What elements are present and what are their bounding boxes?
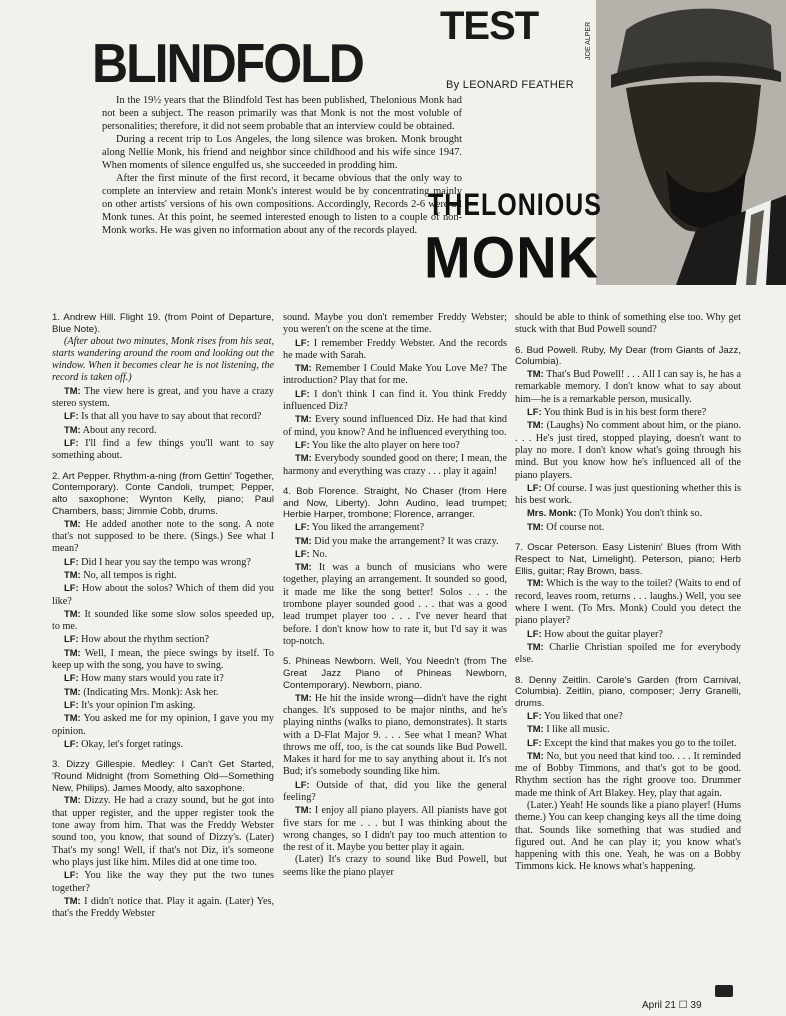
line-text: Did I hear you say the tempo was wrong? xyxy=(81,556,251,568)
line-text: Well, I mean, the piece swings by itself. To keep up with the song, you have to swing. xyxy=(52,647,274,672)
byline: By LEONARD FEATHER xyxy=(446,79,575,91)
line-text: (Later.) Yeah! He sounds like a piano player! (Hums theme.) You can keep changing keys all the time doing that. Sounds like something that was studied and figured out. And he can play it; you know what's happening with this one. Yeah, he was on a Bobby Timmons kick. He knows what's happening. xyxy=(515,799,741,873)
speaker-label: LF: xyxy=(527,736,542,748)
dialogue-line xyxy=(52,608,274,634)
line-text: No, but you need that kind too. . . . It reminded me of Bobby Timmons, and that's got to be good. Rhythm section has the right groove too. Drummer made me think of Art Blakey. Hey, play that again. xyxy=(515,750,741,799)
dialogue-line xyxy=(283,854,507,879)
speaker-label: LF: xyxy=(64,410,79,422)
dialogue-line xyxy=(52,633,274,646)
line-text: You asked me for my opinion, I gave you my opinion. xyxy=(52,713,274,737)
dialogue-line xyxy=(283,452,507,478)
line-text: Did you make the arrangement? It was crazy. xyxy=(314,535,499,547)
line-text: (Later) It's crazy to sound like Bud Powell, but seems like the piano player xyxy=(283,854,507,878)
dialogue-line xyxy=(283,362,507,388)
speaker-label: TM: xyxy=(64,712,81,724)
line-text: You think Bud is in his best form there? xyxy=(543,407,707,419)
dialogue-line xyxy=(515,750,741,800)
line-text: sound. Maybe you don't remember Freddy Webster; you weren't on the scene at the time. xyxy=(283,312,507,336)
line-text: 8. Denny Zeitlin. Carole's Garden (from Carnival, Columbia). Zeitlin, piano, composer; Jerry Granelli, drums. xyxy=(515,674,741,710)
subject-last-name: MONK xyxy=(424,223,600,290)
line-text: 7. Oscar Peterson. Easy Listenin' Blues (from With Respect to Nat, Limelight). Peterson, piano; Herb Ellis, guitar; Ray Brown, bass. xyxy=(515,542,741,577)
record-entry xyxy=(515,542,741,577)
speaker-label: TM: xyxy=(295,534,312,546)
dialogue-line xyxy=(52,385,274,411)
page-footer: April 21 ☐ 39 xyxy=(642,1000,702,1011)
line-text: No. xyxy=(312,548,328,560)
line-text: The view here is great, and you have a crazy stereo system. xyxy=(52,385,274,410)
speaker-label: LF: xyxy=(527,481,542,493)
line-text: That's Bud Powell! . . . All I can say is, he has a remarkable memory. I don't know what to say about him—he is a remarkable person, musically. xyxy=(515,369,741,405)
record-entry xyxy=(52,759,274,794)
line-text: Remember I Could Make You Love Me? The introduction? Play that for me. xyxy=(283,363,508,387)
dialogue-line xyxy=(52,869,274,895)
line-text: I don't think I can find it. You think Freddy influenced Diz? xyxy=(283,388,507,413)
speaker-label: LF: xyxy=(64,633,79,645)
speaker-label: LF: xyxy=(64,698,79,710)
speaker-label: LF: xyxy=(295,336,310,348)
speaker-label: TM: xyxy=(64,568,81,580)
dialogue-line xyxy=(515,521,741,534)
record-entry xyxy=(283,656,507,691)
dialogue-line xyxy=(515,368,741,406)
column-2 xyxy=(283,312,507,879)
intro-paragraph: In the 19½ years that the Blindfold Test has been published, Thelonious Monk had not been a subject. The reason primarily was that Monk is not the most voluble of personalities; therefore, it did not seem probable that an interview could be obtained. xyxy=(102,95,462,132)
line-text: (Laughs) No comment about him, or the piano. . . . He's just tired, stopped playing, doesn't want to play no more. I don't know what's going through his mind. But you know how he's influenced all of the piano players. xyxy=(515,420,742,481)
dialogue-line xyxy=(283,804,507,854)
dialogue-line xyxy=(283,337,507,363)
speaker-label: LF: xyxy=(64,555,79,567)
line-text: Charlie Christian spoiled me for everybody else. xyxy=(515,641,742,666)
speaker-label: TM: xyxy=(527,577,544,589)
dialogue-line xyxy=(52,518,274,556)
speaker-label: LF: xyxy=(295,778,310,790)
speaker-label: LF: xyxy=(64,582,79,594)
dialogue-line xyxy=(52,794,274,869)
line-text: You like the way they put the two tunes together? xyxy=(52,870,274,894)
dialogue-line xyxy=(52,556,274,569)
line-text: About any record. xyxy=(82,424,157,436)
dialogue-line xyxy=(52,582,274,608)
dialogue-line xyxy=(515,723,741,736)
line-text: Everybody sounded good on there; I mean, the harmony and everything was crazy . . . play it again! xyxy=(283,453,507,477)
dialogue-line xyxy=(52,437,274,463)
dialogue-line xyxy=(52,410,274,423)
line-text: You liked that one? xyxy=(543,710,623,722)
line-text: You like the alto player on here too? xyxy=(311,439,460,451)
line-text: Okay, let's forget ratings. xyxy=(81,738,184,750)
line-text: 5. Phineas Newborn. Well, You Needn't (from The Great Jazz Piano of Phineas Newborn, Contemporary). Newborn, piano. xyxy=(283,656,507,691)
line-text: (To Monk) You don't think so. xyxy=(579,508,703,520)
speaker-label: TM: xyxy=(64,517,81,529)
speaker-label: TM: xyxy=(64,384,81,396)
dialogue-line xyxy=(515,800,741,874)
line-text: (Indicating Mrs. Monk): Ask her. xyxy=(83,686,219,698)
line-text: Which is the way to the toilet? (Waits to end of record, leaves room, returns . . . laughs.) Well, you see where I went. (To Mrs. Monk) Could you detect the piano player? xyxy=(515,578,741,627)
speaker-label: Mrs. Monk: xyxy=(527,507,577,519)
dialogue-line xyxy=(52,712,274,738)
continued-text xyxy=(515,312,741,337)
column-1 xyxy=(52,312,274,920)
dialogue-line xyxy=(52,738,274,751)
line-text: I like all music. xyxy=(546,724,610,736)
dialogue-line xyxy=(283,413,507,439)
speaker-label: TM: xyxy=(527,749,544,761)
speaker-label: TM: xyxy=(295,561,312,573)
dialogue-line xyxy=(515,419,741,481)
line-text: 1. Andrew Hill. Flight 19. (from Point of Departure, Blue Note). xyxy=(52,312,274,335)
line-text: I enjoy all piano players. All pianists have got five stars for me . . . but I was thinking about the wrong changes, so I didn't pay too much attention to the rest of it. Maybe you better play it again. xyxy=(283,805,507,854)
dialogue-line xyxy=(52,699,274,712)
speaker-label: LF: xyxy=(295,521,310,533)
speaker-label: TM: xyxy=(527,640,544,652)
speaker-label: TM: xyxy=(527,520,544,532)
line-text: Of course not. xyxy=(546,521,605,533)
speaker-label: TM: xyxy=(295,804,312,816)
continued-text xyxy=(283,312,507,337)
intro-text xyxy=(102,94,462,237)
speaker-label: TM: xyxy=(64,646,81,658)
dialogue-line xyxy=(283,561,507,648)
speaker-label: TM: xyxy=(64,794,81,806)
speaker-label: LF: xyxy=(527,406,542,418)
speaker-label: TM: xyxy=(64,607,81,619)
speaker-label: LF: xyxy=(295,438,310,450)
dialogue-line xyxy=(515,710,741,723)
record-entry xyxy=(283,486,507,521)
intro-paragraph: During a recent trip to Los Angeles, the long silence was broken. Monk brought along Nellie Monk, his friend and neighbor since childhood and his wife since 1947. When moments of silence engulfed us, she succeeded in prodding him. xyxy=(102,134,462,171)
speaker-label: LF: xyxy=(64,672,79,684)
speaker-label: LF: xyxy=(295,387,310,399)
record-entry xyxy=(515,675,741,710)
dialogue-line xyxy=(52,895,274,921)
speaker-label: TM: xyxy=(295,413,312,425)
line-text: Is that all you have to say about that record? xyxy=(81,411,262,423)
speaker-label: TM: xyxy=(527,419,544,431)
line-text: It sounded like some slow solos speeded up, to me. xyxy=(52,608,274,633)
line-text: It's your opinion I'm asking. xyxy=(81,699,196,711)
line-text: Except the kind that makes you go to the toilet. xyxy=(544,737,737,749)
line-text: Dizzy. He had a crazy sound, but he got into that upper register, and the upper register took the tone away from him. That was the Freddy Webster sound too, you know, that sound of Dizzy's. (Later) That's my song! Well, if that's not Diz, it's someone who plays just like him. Miles did at one time too. xyxy=(52,795,274,868)
line-text: 4. Bob Florence. Straight, No Chaser (from Here and Now, Liberty). John Audino, lead trumpet; Herbie Harper, trombone; Florence, arranger. xyxy=(283,485,507,521)
speaker-label: TM: xyxy=(295,691,312,703)
dialogue-line xyxy=(52,569,274,582)
line-text: Of course. I was just questioning whether this is his best work. xyxy=(515,482,741,507)
line-text: should be able to think of something else too. Why get stuck with that Bud Powell sound? xyxy=(515,312,741,336)
intro-paragraph: After the first minute of the first record, it became obvious that the only way to complete an interview and retain Monk's interest would be by concentrating mainly on other artists' versions of his own compositions. Accordingly, Records 2-6 were all Monk tunes. At this point, he seemed interested enough to listen to a couple of non-Monk works. He was given no information about any of the records played. xyxy=(102,173,462,236)
line-text: 2. Art Pepper. Rhythm-a-ning (from Gettin' Together, Contemporary). Conte Candoli, trumpet; Pepper, alto saxophone; Wynton Kelly, piano; Paul Chambers, bass; Jimmie Cobb, drums. xyxy=(52,470,274,517)
speaker-label: TM: xyxy=(527,723,544,735)
speaker-label: LF: xyxy=(64,869,79,881)
dialogue-line xyxy=(515,628,741,641)
line-text: How about the solos? Which of them did you like? xyxy=(52,583,274,607)
speaker-label: TM: xyxy=(295,452,312,464)
column-3 xyxy=(515,312,741,874)
dialogue-line xyxy=(283,692,507,779)
dialogue-line xyxy=(283,548,507,561)
dialogue-line xyxy=(515,577,741,627)
speaker-label: LF: xyxy=(527,627,542,639)
line-text: Outside of that, did you like the general feeling? xyxy=(283,779,508,803)
line-text: How about the guitar player? xyxy=(544,628,663,640)
speaker-label: TM: xyxy=(64,685,81,697)
line-text: You liked the arrangement? xyxy=(311,522,425,534)
speaker-label: LF: xyxy=(64,737,79,749)
dialogue-line xyxy=(515,641,741,667)
stage-direction xyxy=(52,336,274,385)
line-text: It was a bunch of musicians who were together, playing an arrangement. It sounded so good, it made me like the song better! Solos . . . the trombone player sounded good . . . that was a good lead trumpet player too . . . I've never heard that before. I don't know how to rate it, but I'd say it was top-notch. xyxy=(283,562,508,647)
dialogue-line xyxy=(52,672,274,685)
dialogue-line xyxy=(283,388,507,414)
speaker-label: TM: xyxy=(64,894,81,906)
record-entry xyxy=(52,312,274,336)
dialogue-line xyxy=(283,535,507,548)
speaker-label: LF: xyxy=(64,436,79,448)
line-text: He hit the inside wrong—didn't have the right changes. It's supposed to be major ninths, and he's playing ninths (walks to piano, demonstrates). It starts with a D-Flat Major 9. . . . See what I mean? What throws me off, too, is the cat sounds like Bud Powell. Makes it hard for me to say anything about it. It's not Bud; it's somebody sounding like him. xyxy=(283,692,507,778)
title-blindfold: BLINDFOLD xyxy=(92,32,363,95)
speaker-label: TM: xyxy=(64,423,81,435)
speaker-label: TM: xyxy=(295,362,312,374)
record-entry xyxy=(515,345,741,369)
speaker-label: LF: xyxy=(295,547,310,559)
line-text: 6. Bud Powell. Ruby, My Dear (from Giants of Jazz, Columbia). xyxy=(515,344,741,368)
dialogue-line xyxy=(283,779,507,805)
line-text: 3. Dizzy Gillespie. Medley: I Can't Get Started, 'Round Midnight (from Something Old—Something New, Philips). James Moody, alto saxophone. xyxy=(52,759,274,794)
subject-first-name: THELONIOUS xyxy=(428,187,602,223)
dialogue-line xyxy=(52,424,274,437)
dialogue-line xyxy=(515,737,741,750)
dialogue-line xyxy=(52,647,274,673)
speaker-label: LF: xyxy=(527,709,542,721)
monk-portrait-photo xyxy=(596,0,786,285)
dialogue-line xyxy=(283,439,507,452)
downbeat-logo xyxy=(715,985,733,997)
title-test: TEST xyxy=(440,4,539,48)
record-entry xyxy=(52,471,274,518)
dialogue-line xyxy=(515,482,741,508)
dialogue-line xyxy=(283,521,507,534)
dialogue-line xyxy=(515,406,741,419)
line-text: I remember Freddy Webster. And the records he made with Sarah. xyxy=(283,337,507,361)
photo-credit: JOE ALPER xyxy=(585,21,592,60)
line-text: How many stars would you rate it? xyxy=(81,673,224,685)
dialogue-line xyxy=(515,507,741,520)
dialogue-line xyxy=(52,686,274,699)
line-text: He added another note to the song. A note that's not supposed to be there. (Sings.) See what I mean? xyxy=(52,518,274,555)
line-text: No, all tempos is right. xyxy=(83,569,177,581)
line-text: (After about two minutes, Monk rises from his seat, starts wandering around the room and looking out the window. When it becomes clear he is not listening, the record is taken off.) xyxy=(52,335,274,384)
line-text: Every sound influenced Diz. He had that kind of mind, you know? And he influenced everything too. xyxy=(283,414,508,438)
line-text: I'll find a few things you'll want to say something about. xyxy=(52,437,274,462)
line-text: How about the rhythm section? xyxy=(81,634,210,646)
speaker-label: TM: xyxy=(527,368,544,380)
line-text: I didn't notice that. Play it again. (Later) Yes, that's the Freddy Webster xyxy=(52,895,274,920)
